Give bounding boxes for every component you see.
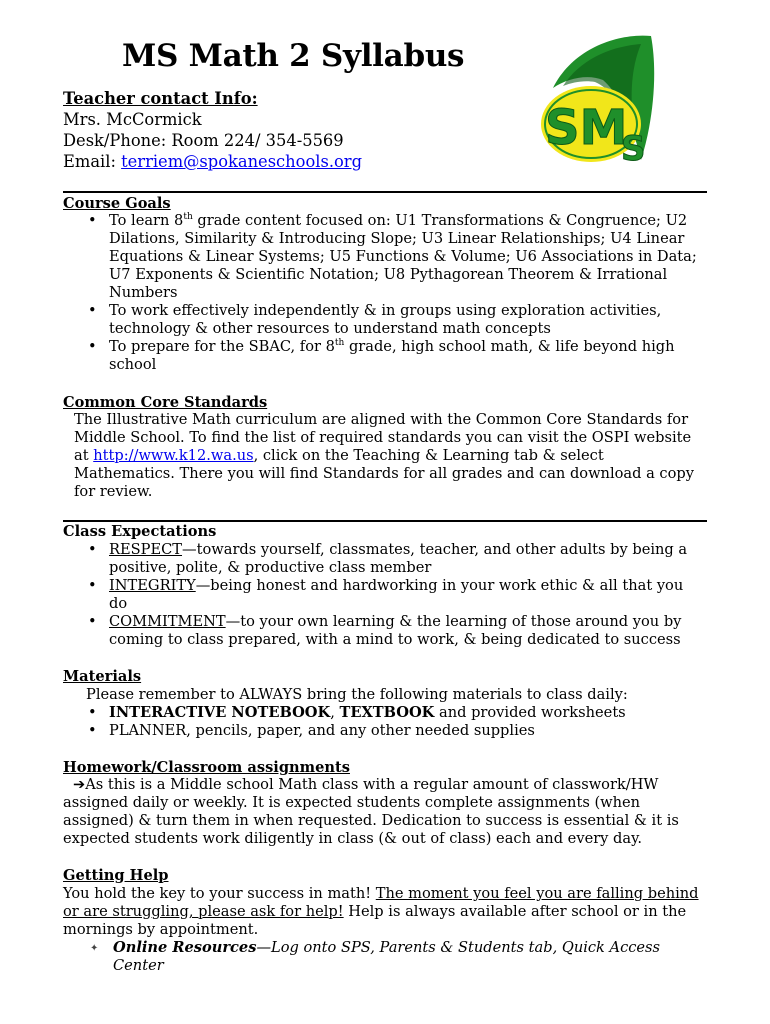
homework-text: ➔As this is a Middle school Math class with a regular amount of classwork/HW assigned daily or weekly. It is expected students complete assignments (when assigned) & turn them in when requested. Dedication to success is essential & it is expected students work diligently in class (& out of class) each and every day. (63, 776, 679, 847)
help-text: You hold the key to your success in math! The moment you feel you are falling behind or are struggling, please ask for help! Help is always available after school or in the mornings by appointment. (63, 885, 699, 938)
list-item: • INTERACTIVE NOTEBOOK, TEXTBOOK and provided worksheets (84, 704, 700, 722)
list-item: • COMMITMENT—to your own learning & the learning of those around you by coming to class prepared, with a mind to work, & being dedicated to success (84, 613, 704, 649)
teacher-name: Mrs. McCormick (63, 110, 202, 129)
email-line (63, 151, 362, 172)
help-title: Getting Help (63, 867, 169, 884)
email-link[interactable]: terriem@spokaneschools.org (121, 152, 362, 171)
list-item: • To learn 8th grade content focused on: U1 Transformations & Congruence; U2 Dilations, Similarity & Introducing Slope; U3 Linear Relationships; U4 Linear Equations & Linear Systems; U5 Functions & Volume; U6 Associations in Data; U7 Exponents & Scientific Notation; U8 Pythagorean Theorem & Irrational Numbers (84, 212, 700, 302)
svg-text:S: S (621, 129, 646, 168)
common-core-title: Common Core Standards (63, 394, 268, 411)
homework-title: Homework/Classroom assignments (63, 759, 350, 776)
materials-title: Materials (63, 668, 142, 685)
common-core-text: The Illustrative Math curriculum are aligned with the Common Core Standards for Middle School. To find the list of required standards you can visit the OSPI website at http://www.k12.wa.us, click on the Teaching & Learning tab & select Mathematics. There you will find Standards for all grades and can download a copy for review. (74, 411, 694, 500)
list-item: ✦ Online Resources—Log onto SPS, Parents & Students tab, Quick Access Center (88, 939, 688, 975)
arrow-icon: ➔ (73, 776, 86, 793)
page-title: MS Math 2 Syllabus (122, 38, 465, 74)
list-item: • To prepare for the SBAC, for 8th grade, high school math, & life beyond high school (84, 338, 700, 374)
divider-top (63, 191, 707, 193)
desk-phone: Desk/Phone: Room 224/ 354-5569 (63, 131, 344, 150)
ospi-link[interactable]: http://www.k12.wa.us (93, 447, 254, 464)
list-item: • To work effectively independently & in groups using exploration activities, technology & other resources to understand math concepts (84, 302, 700, 338)
list-item: • PLANNER, pencils, paper, and any other needed supplies (84, 722, 700, 740)
course-goals-list (84, 212, 700, 374)
divider-middle (63, 520, 707, 522)
email-label: Email: (63, 152, 122, 171)
materials-intro: Please remember to ALWAYS bring the following materials to class daily: (86, 686, 628, 703)
sms-logo (533, 28, 665, 168)
contact-header: Teacher contact Info: (63, 89, 258, 108)
help-list (88, 939, 688, 975)
materials-list (84, 704, 700, 740)
teacher-contact (63, 88, 362, 172)
list-item: • RESPECT—towards yourself, classmates, teacher, and other adults by being a positive, polite, & productive class member (84, 541, 704, 577)
course-goals-title: Course Goals (63, 195, 171, 212)
svg-text:SM: SM (545, 100, 628, 156)
list-item: • INTEGRITY—being honest and hardworking in your work ethic & all that you do (84, 577, 704, 613)
expectations-list (84, 541, 704, 649)
expectations-title: Class Expectations (63, 523, 217, 540)
